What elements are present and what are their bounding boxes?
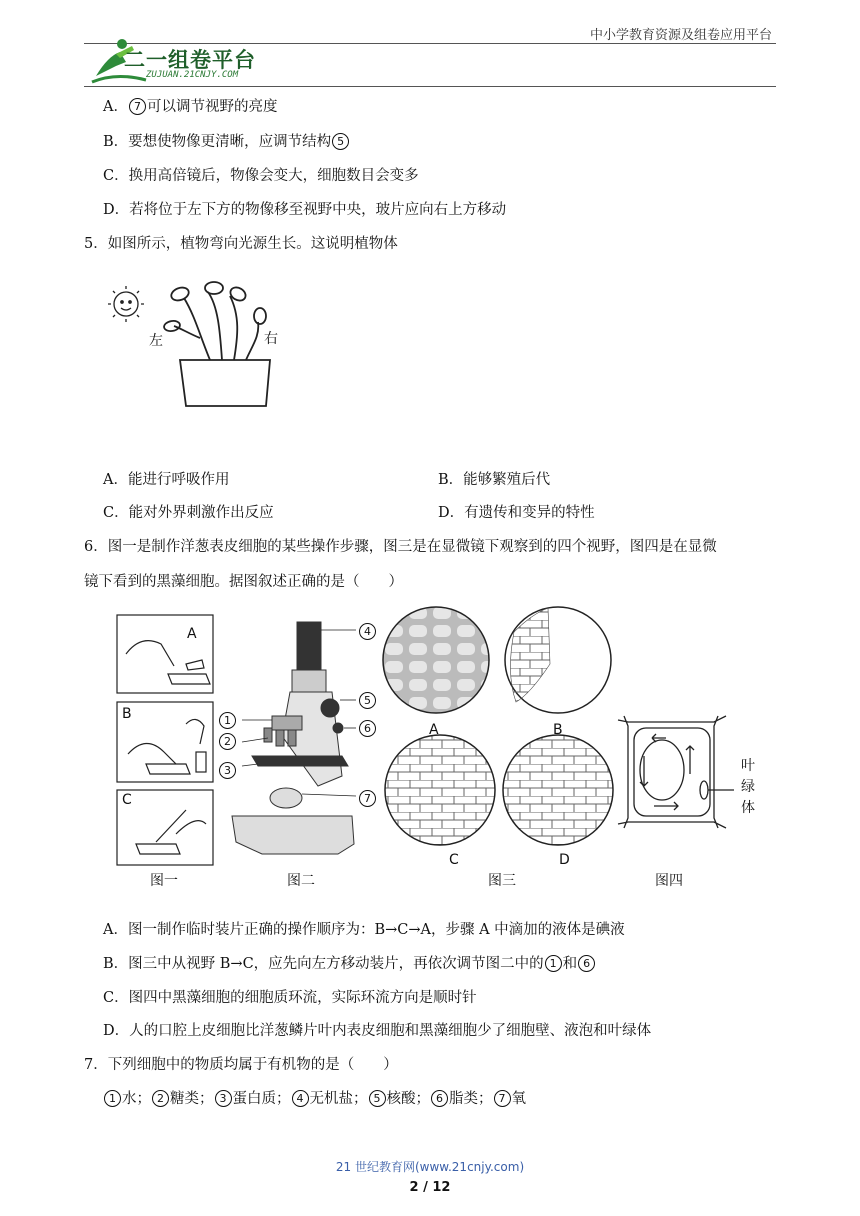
plant-figure (100, 276, 290, 412)
q6-option-d: D．人的口腔上皮细胞比洋葱鳞片叶内表皮细胞和黑藻细胞少了细胞壁、液泡和叶绿体 (103, 1023, 652, 1039)
fig2-label-2: 2 (219, 733, 236, 750)
page-number: 2 / 12 (409, 1180, 451, 1195)
q5-stem: 5．如图所示，植物弯向光源生长。这说明植物体 (84, 236, 398, 252)
q6-option-b: B．图三中从视野 B→C，应先向左方移动装片，再依次调节图二中的 1 和 6 (103, 952, 596, 973)
figure-three-views (382, 604, 614, 852)
q6-stem-line2: 镜下看到的黑藻细胞。据图叙述正确的是（ ） (84, 574, 403, 590)
q5-option-a: A．能进行呼吸作用 (103, 472, 230, 488)
sun-icon (108, 286, 144, 322)
fig1-step-a: A (187, 626, 197, 642)
footer-link[interactable]: 21 世纪教育网(www.21cnjy.com) (335, 1160, 525, 1174)
microscope-icon (222, 616, 387, 861)
fig2-label-7: 7 (359, 790, 376, 807)
potted-plant-icon (163, 282, 270, 406)
platform-name: 中小学教育资源及组卷应用平台 (589, 28, 772, 43)
fig3-view-b: B (553, 722, 563, 738)
left-label: 左 (149, 333, 163, 349)
fig2-label-4: 4 (359, 623, 376, 640)
caption-fig3: 图三 (488, 873, 516, 889)
q7-items: 1 水； 2 糖类； 3 蛋白质； 4 无机盐； 5 核酸； 6 脂类； 7 氧 (103, 1087, 526, 1108)
caption-fig2: 图二 (287, 873, 315, 889)
caption-fig1: 图一 (150, 873, 178, 889)
fig2-label-1: 1 (219, 712, 236, 729)
q5-option-c: C．能对外界刺激作出反应 (103, 505, 274, 521)
q4-option-c: C．换用高倍镜后，物像会变大，细胞数目会变多 (103, 168, 419, 184)
q5-option-b: B．能够繁殖后代 (438, 472, 551, 488)
caption-fig4: 图四 (655, 873, 683, 889)
q6-stem-line1: 6．图一是制作洋葱表皮细胞的某些操作步骤，图三是在显微镜下观察到的四个视野，图四是在显微 (84, 539, 717, 555)
q6-option-c: C．图四中黑藻细胞的细胞质环流，实际环流方向是顺时针 (103, 990, 477, 1006)
q6-option-a: A．图一制作临时装片正确的操作顺序为：B→C→A，步骤 A 中滴加的液体是碘液 (103, 922, 625, 938)
q4-option-b: B．要想使物像更清晰，应调节结构 5 (103, 130, 350, 151)
q4-option-a: A． 7 可以调节视野的亮度 (103, 99, 278, 115)
q7-stem: 7．下列细胞中的物质均属于有机物的是（ ） (84, 1057, 398, 1073)
fig2-label-6: 6 (359, 720, 376, 737)
header-bottom-divider (84, 86, 776, 87)
elodea-cell-icon (614, 712, 734, 834)
fig2-label-5: 5 (359, 692, 376, 709)
fig3-view-c: C (449, 852, 459, 868)
fig3-view-d: D (559, 852, 570, 868)
q4-option-d: D．若将位于左下方的物像移至视野中央，玻片应向右上方移动 (103, 202, 507, 218)
fig3-view-a: A (429, 722, 439, 738)
q5-option-d: D．有遗传和变异的特性 (438, 505, 595, 521)
logo-title: 二一组卷平台 (124, 48, 256, 72)
right-label: 右 (264, 331, 278, 347)
logo-subtitle: ZUJUAN.21CNJY.COM (146, 70, 239, 80)
fig1-step-c: C (122, 792, 132, 808)
chloroplast-label: 叶 绿 体 (741, 758, 755, 816)
figure-one-steps (116, 614, 214, 866)
fig2-label-3: 3 (219, 762, 236, 779)
fig1-step-b: B (122, 706, 132, 722)
